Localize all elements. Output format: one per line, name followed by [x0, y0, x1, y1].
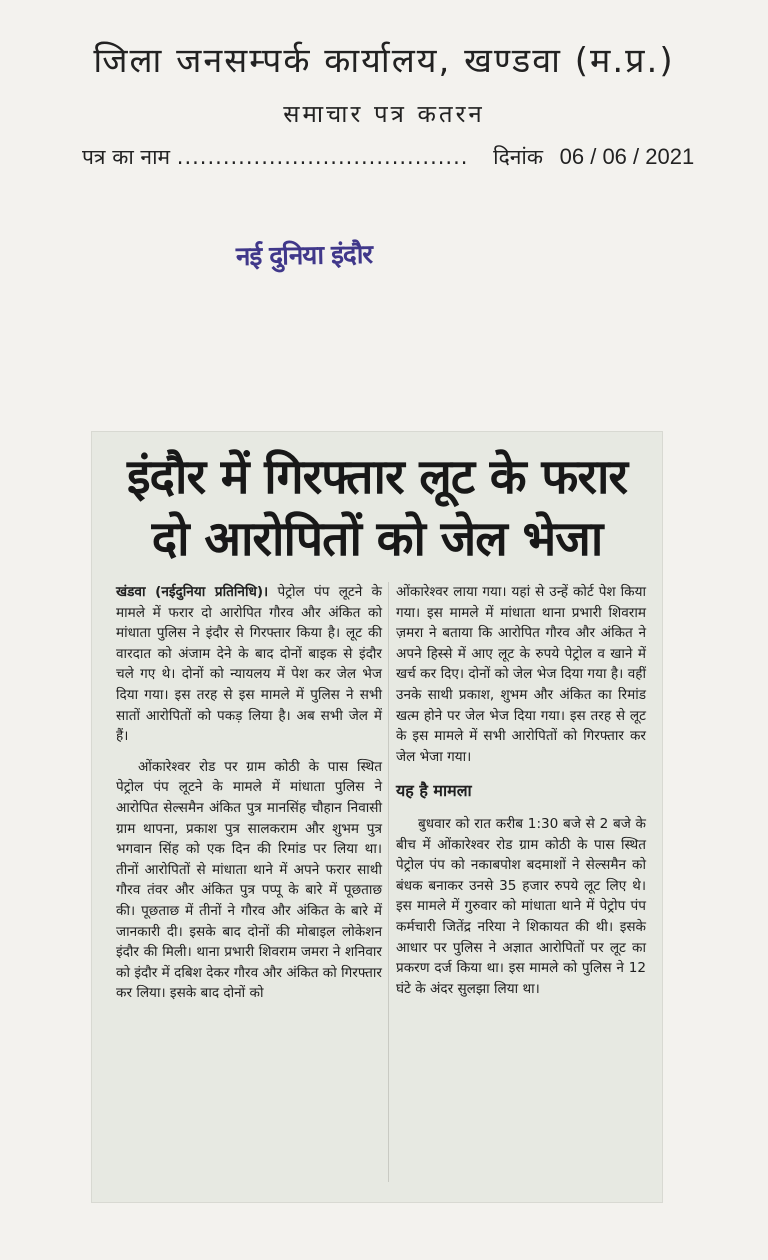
paper-name-blank: ...................................... — [176, 145, 469, 169]
clipping-subtitle: समाचार पत्र कतरन — [283, 100, 485, 128]
paragraph-4: बुधवार को रात करीब 1:30 बजे से 2 बजे के बीच में ओंकारेश्वर रोड ग्राम कोठी के पास स्थित पेट्रोल पंप को नकाबपोश बदमाशों ने सेल्समैन को बंधक बनाकर उनसे 35 हजार रुपये लूट लिए थे। इस मामले में गुरुवार को मांधाता थाने में पेट्रोप पंप कर्मचारी जितेंद्र नरिया ने शिकायत की थी। इसके आधार पर पुलिस ने अज्ञात आरोपितों पर लूट का प्रकरण दर्ज किया था। इस मामले को पुलिस ने 12 घंटे के अंदर सुलझा लिया था। — [396, 815, 646, 997]
paragraph-2: ओंकारेश्वर रोड पर ग्राम कोठी के पास स्थित पेट्रोल पंप लूटने के मामले में मांधाता पुलिस ने आरोपित सेल्समैन अंकित पुत्र मानसिंह चौहान निवासी ग्राम थापना, प्रकाश पुत्र सालकराम और शुभम पुत्र भगवान सिंह को एक दिन की रिमांड पर लिया था। तीनों आरोपितों से मांधाता थाने में अपने फरार साथी गौरव तंवर और अंकित पुत्र पप्पू के बारे में पूछताछ की। पूछताछ में तीनों ने गौरव और अंकित के बारे में जानकारी दी। इसके बाद दोनों की मोबाइल लोकेशन इंदौर की मिली। थाना प्रभारी शिवराम जमरा ने शनिवार को इंदौर में दबिश देकर गौरव और अंकित को गिरफ्तार कर लिया। इसके बाद दोनों को — [116, 758, 382, 1002]
headline — [92, 446, 662, 570]
paragraph-3: ओंकारेश्वर लाया गया। यहां से उन्हें कोर्ट पेश किया गया। इस मामले में मांधाता थाना प्रभारी शिवराम ज़मरा ने बताया कि आरोपित गौरव और अंकित ने अपने हिस्से में आए लूट के रुपये पेट्रोल व खाने में खर्च कर दिए। दोनों को जेल भेज दिया गया है। वहीं उनके साथी प्रकाश, शुभम और अंकित का रिमांड खत्म होने पर जेल भेज दिया गया। इस तरह से लूट के इस मामले में सभी आरोपितों को गिरफ्तार कर जेल भेजा गया। — [396, 584, 646, 765]
paper-name-label: पत्र का नाम — [82, 145, 171, 169]
news-clipping — [92, 432, 662, 1202]
dateline: खंडवा (नईदुनिया प्रतिनिधि)। — [116, 584, 269, 600]
headline-line-1: इंदौर में गिरफ्तार लूट के फरार — [126, 449, 628, 505]
paragraph-1-text: पेट्रोल पंप लूटने के मामले में फरार दो आरोपित गौरव और अंकित को मांधाता पुलिस ने इंदौर से गिरफ्तार किया है। लूट की वारदात को अंजाम देने के बाद दोनों बाइक से इंदौर चले गए थे। दोनों को न्यायलय में पेश कर जेल भेज दिया गया। इस तरह से इस मामले में पुलिस ने सभी सातों आरोपितों को पकड़ लिया है। अब सभी जेल में हैं। — [116, 584, 382, 745]
newspaper-stamp: नई दुनिया इंदौर — [235, 239, 373, 273]
office-title: जिला जनसम्पर्क कार्यालय, खण्डवा (म.प्र.) — [93, 41, 675, 81]
right-column — [396, 582, 646, 1009]
date-value: 06 / 06 / 2021 — [559, 144, 695, 169]
left-column — [116, 582, 382, 1014]
meta-row — [82, 143, 762, 171]
subheading: यह है मामला — [396, 781, 472, 801]
paragraph-1 — [116, 582, 382, 747]
date-label: दिनांक — [493, 145, 543, 169]
column-divider — [388, 582, 389, 1182]
headline-line-2: दो आरोपितों को जेल भेजा — [151, 511, 603, 567]
